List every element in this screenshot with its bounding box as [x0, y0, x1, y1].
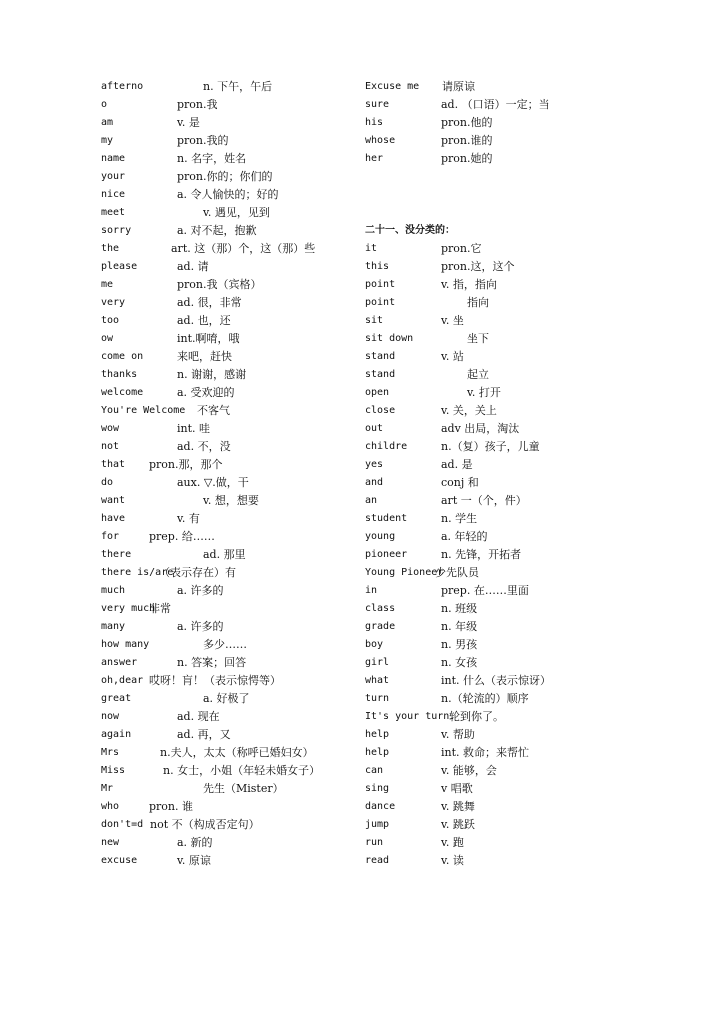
vocab-definition: n. 谢谢，感谢: [177, 368, 247, 381]
vocab-definition: prep. 给……: [149, 530, 215, 543]
vocab-word: Mrs: [101, 747, 120, 758]
vocab-word: help: [365, 729, 390, 740]
vocab-word: am: [101, 117, 114, 128]
vocab-entry: [101, 420, 363, 438]
vocab-column-right: [365, 78, 615, 870]
vocab-word: close: [365, 405, 396, 416]
vocab-entry: [365, 348, 615, 366]
vocab-definition: 来吧，赶快: [177, 350, 232, 363]
vocab-entry: [101, 726, 363, 744]
vocab-word: sorry: [101, 225, 132, 236]
vocab-entry: [101, 780, 363, 798]
vocab-entry: [365, 834, 615, 852]
vocab-word: student: [365, 513, 408, 524]
vocab-entry: [365, 654, 615, 672]
vocab-definition: v. 指，指向: [441, 278, 497, 291]
vocab-definition: a. 许多的: [177, 584, 224, 597]
vocab-definition: 指向: [467, 296, 489, 309]
vocab-definition: 轮到你了。: [449, 710, 504, 723]
vocab-definition: 坐下: [467, 332, 489, 345]
vocab-entry: [101, 546, 363, 564]
vocab-definition: 哎呀！肓！（表示惊愕等）: [149, 674, 281, 687]
vocab-entry: [101, 150, 363, 168]
section-heading: 二十一、没分类的：: [365, 225, 455, 236]
vocab-entry: [101, 132, 363, 150]
vocab-word: excuse: [101, 855, 138, 866]
vocab-definition: v. 跑: [441, 836, 464, 849]
vocab-definition: a. 对不起，抱歉: [177, 224, 257, 237]
vocab-entry: [365, 636, 615, 654]
vocab-definition: v. 帮助: [441, 728, 475, 741]
vocab-entry: [365, 474, 615, 492]
vocab-entry: [101, 330, 363, 348]
vocab-word: jump: [365, 819, 390, 830]
vocab-word: her: [365, 153, 384, 164]
vocab-word: girl: [365, 657, 390, 668]
vocab-entry: [101, 456, 363, 474]
vocab-definition: a. 受欢迎的: [177, 386, 235, 399]
vocab-word: for: [101, 531, 120, 542]
vocab-word: your: [101, 171, 126, 182]
vocab-entry: [365, 744, 615, 762]
vocab-word: name: [101, 153, 126, 164]
vocab-definition: v. 打开: [467, 386, 501, 399]
vocab-entry: [365, 132, 615, 150]
vocab-entry: [101, 312, 363, 330]
vocab-definition: v. 关，关上: [441, 404, 497, 417]
vocab-word: great: [101, 693, 132, 704]
vocab-definition: a. 许多的: [177, 620, 224, 633]
vocab-entry: [101, 654, 363, 672]
vocab-entry: [365, 240, 615, 258]
vocab-word: come on: [101, 351, 144, 362]
vocab-word: don't=d: [101, 819, 144, 830]
vocab-entry: [365, 456, 615, 474]
vocab-entry: [365, 258, 615, 276]
vocab-entry: [365, 186, 615, 204]
vocab-definition: ad. 也，还: [177, 314, 231, 327]
vocab-definition: art. 这（那）个，这（那）些: [171, 242, 316, 255]
vocab-definition: v. 站: [441, 350, 464, 363]
vocab-definition: （表示存在）有: [159, 566, 236, 579]
vocab-word: this: [365, 261, 390, 272]
vocab-entry: [101, 600, 363, 618]
vocab-word: Mr: [101, 783, 114, 794]
vocab-definition: a. 令人愉快的；好的: [177, 188, 279, 201]
vocab-entry: [101, 402, 363, 420]
vocab-word: o: [101, 99, 108, 110]
vocab-definition: v. 想，想要: [203, 494, 259, 507]
vocab-word: sing: [365, 783, 390, 794]
vocab-word: out: [365, 423, 384, 434]
vocab-word: read: [365, 855, 390, 866]
vocab-definition: n. 下午，午后: [203, 80, 273, 93]
vocab-definition: art 一（个，件）: [441, 494, 527, 507]
vocab-entry: [101, 834, 363, 852]
vocab-entry: [101, 618, 363, 636]
vocab-word: yes: [365, 459, 384, 470]
vocab-definition: v. 跳跃: [441, 818, 475, 831]
vocab-word: turn: [365, 693, 390, 704]
vocab-word: there: [101, 549, 132, 560]
vocab-word: meet: [101, 207, 126, 218]
vocab-word: can: [365, 765, 384, 776]
vocab-entry: [365, 672, 615, 690]
vocab-word: my: [101, 135, 114, 146]
vocab-definition: ad. 再，又: [177, 728, 231, 741]
vocab-entry: [365, 582, 615, 600]
vocab-entry: [365, 600, 615, 618]
vocab-definition: n. 班级: [441, 602, 478, 615]
vocab-entry: [101, 798, 363, 816]
vocab-definition: pron. 谁: [149, 800, 193, 813]
vocab-word: and: [365, 477, 384, 488]
vocab-word: there is/are: [101, 567, 174, 578]
vocab-entry: [365, 168, 615, 186]
vocab-entry: [365, 780, 615, 798]
vocab-definition: a. 新的: [177, 836, 213, 849]
vocab-word: Young Pioneer: [365, 567, 444, 578]
vocab-entry: [101, 564, 363, 582]
vocab-word: it: [365, 243, 378, 254]
vocab-definition: n.（轮流的）顺序: [441, 692, 529, 705]
vocab-entry: [101, 294, 363, 312]
vocab-entry: [101, 474, 363, 492]
vocab-entry: [101, 258, 363, 276]
vocab-word: please: [101, 261, 138, 272]
vocab-word: want: [101, 495, 126, 506]
vocab-entry: [365, 150, 615, 168]
vocab-definition: n.（复）孩子，儿童: [441, 440, 540, 453]
vocab-word: that: [101, 459, 126, 470]
vocab-entry: [101, 78, 363, 96]
vocab-word: whose: [365, 135, 396, 146]
vocab-word: point: [365, 279, 396, 290]
vocab-word: again: [101, 729, 132, 740]
vocab-word: in: [365, 585, 378, 596]
vocab-definition: n. 女孩: [441, 656, 478, 669]
vocab-entry: [101, 438, 363, 456]
vocab-column-left: [101, 78, 363, 870]
vocab-word: the: [101, 243, 120, 254]
vocab-definition: v. 遇见，见到: [203, 206, 270, 219]
vocab-definition: v. 是: [177, 116, 200, 129]
vocab-word: young: [365, 531, 396, 542]
vocab-word: afterno: [101, 81, 144, 92]
vocab-definition: pron.你的；你们的: [177, 170, 273, 183]
vocab-definition: ad. 很，非常: [177, 296, 242, 309]
vocab-entry: [365, 78, 615, 96]
vocab-word: many: [101, 621, 126, 632]
vocab-definition: int.啊唷，哦: [177, 332, 240, 345]
vocab-entry: [365, 96, 615, 114]
vocab-entry: [101, 690, 363, 708]
vocab-entry: [365, 510, 615, 528]
vocab-entry: [101, 852, 363, 870]
vocab-entry: [101, 492, 363, 510]
vocab-word: very: [101, 297, 126, 308]
vocab-entry: [101, 240, 363, 258]
vocab-word: stand: [365, 369, 396, 380]
vocab-entry: [101, 744, 363, 762]
vocab-entry: [365, 564, 615, 582]
vocab-definition: v 唱歌: [441, 782, 473, 795]
vocab-definition: 先生（Mister）: [203, 782, 284, 795]
vocab-entry: [365, 492, 615, 510]
vocab-definition: adv 出局，淘汰: [441, 422, 520, 435]
vocab-definition: pron.她的: [441, 152, 493, 165]
vocab-word: sit down: [365, 333, 414, 344]
vocab-word: answer: [101, 657, 138, 668]
vocab-entry: [365, 420, 615, 438]
vocab-definition: v. 坐: [441, 314, 464, 327]
vocab-word: now: [101, 711, 120, 722]
vocab-definition: 不客气: [197, 404, 230, 417]
vocab-word: ow: [101, 333, 114, 344]
vocab-word: new: [101, 837, 120, 848]
vocab-entry: [365, 762, 615, 780]
vocab-word: help: [365, 747, 390, 758]
vocab-entry: [101, 96, 363, 114]
vocab-definition: prep. 在……里面: [441, 584, 529, 597]
vocab-definition: pron.我（宾格）: [177, 278, 262, 291]
vocab-definition: n. 先锋，开拓者: [441, 548, 522, 561]
vocab-word: grade: [365, 621, 396, 632]
vocab-definition: 多少……: [203, 638, 247, 651]
vocab-entry: [101, 384, 363, 402]
vocab-entry: [101, 222, 363, 240]
vocab-entry: [365, 816, 615, 834]
vocab-word: childre: [365, 441, 408, 452]
vocab-entry: [101, 816, 363, 834]
vocab-word: welcome: [101, 387, 144, 398]
vocab-definition: 请原谅: [442, 80, 475, 93]
vocab-definition: pron.我: [177, 98, 218, 111]
vocab-definition: a. 好极了: [203, 692, 250, 705]
vocab-definition: n.夫人，太太（称呼已婚妇女）: [160, 746, 314, 759]
vocab-definition: pron.他的: [441, 116, 493, 129]
vocab-word: stand: [365, 351, 396, 362]
vocab-definition: v. 原谅: [177, 854, 211, 867]
vocab-entry: [101, 366, 363, 384]
vocab-entry: [101, 528, 363, 546]
vocab-word: too: [101, 315, 120, 326]
vocab-word: very much: [101, 603, 156, 614]
vocab-entry: [101, 510, 363, 528]
vocab-entry: [101, 762, 363, 780]
vocab-definition: pron.谁的: [441, 134, 493, 147]
vocab-definition: ad. 不，没: [177, 440, 231, 453]
vocab-word: Miss: [101, 765, 126, 776]
vocab-entry: [365, 312, 615, 330]
vocab-entry: [101, 348, 363, 366]
vocab-entry: [365, 528, 615, 546]
vocab-definition: v. 有: [177, 512, 200, 525]
vocab-entry: [365, 384, 615, 402]
vocab-word: do: [101, 477, 114, 488]
vocab-word: sit: [365, 315, 384, 326]
vocab-definition: int. 什么（表示惊讶）: [441, 674, 552, 687]
vocab-entry: [365, 366, 615, 384]
vocab-word: It's your turn.: [365, 711, 456, 722]
vocab-word: boy: [365, 639, 384, 650]
vocab-word: oh,dear: [101, 675, 144, 686]
vocab-word: open: [365, 387, 390, 398]
vocab-word: who: [101, 801, 120, 812]
vocab-definition: ad. 现在: [177, 710, 220, 723]
vocab-definition: v. 能够，会: [441, 764, 497, 777]
vocab-entry: [101, 276, 363, 294]
vocab-entry: [101, 582, 363, 600]
vocab-definition: pron.那，那个: [149, 458, 223, 471]
vocab-definition: n. 答案；回答: [177, 656, 247, 669]
vocab-entry: [365, 690, 615, 708]
vocab-entry: [365, 114, 615, 132]
vocab-definition: ad. 是: [441, 458, 473, 471]
vocab-definition: n. 学生: [441, 512, 478, 525]
vocab-definition: n. 年级: [441, 620, 478, 633]
vocab-definition: n. 男孩: [441, 638, 478, 651]
vocab-entry: [101, 636, 363, 654]
vocab-definition: v. 跳舞: [441, 800, 475, 813]
vocab-definition: 起立: [467, 368, 489, 381]
vocab-word: his: [365, 117, 384, 128]
vocab-entry: [365, 708, 615, 726]
vocab-word: class: [365, 603, 396, 614]
vocab-word: Excuse me: [365, 81, 420, 92]
vocab-definition: ad. （口语）一定；当: [441, 98, 550, 111]
vocab-word: sure: [365, 99, 390, 110]
vocab-definition: n. 女士，小姐（年轻未婚女子）: [163, 764, 321, 777]
vocab-entry: [365, 798, 615, 816]
vocab-entry: [101, 204, 363, 222]
vocab-word: You're Welcome: [101, 405, 186, 416]
vocab-entry: [365, 330, 615, 348]
vocab-definition: 少先队员: [435, 566, 479, 579]
vocab-word: how many: [101, 639, 150, 650]
vocab-word: wow: [101, 423, 120, 434]
vocab-word: not: [101, 441, 120, 452]
vocab-entry: [101, 708, 363, 726]
vocab-entry: [365, 294, 615, 312]
vocab-entry: [365, 618, 615, 636]
vocab-entry: [101, 168, 363, 186]
vocab-word: dance: [365, 801, 396, 812]
vocab-entry: [365, 276, 615, 294]
vocab-entry: [365, 402, 615, 420]
vocab-word: thanks: [101, 369, 138, 380]
vocab-word: pioneer: [365, 549, 408, 560]
vocab-definition: pron.这，这个: [441, 260, 515, 273]
vocab-definition: not 不（构成否定句）: [150, 818, 260, 831]
vocab-entry: [365, 726, 615, 744]
vocab-definition: v. 读: [441, 854, 464, 867]
vocab-definition: conj 和: [441, 476, 479, 489]
vocab-word: me: [101, 279, 114, 290]
vocab-entry: [365, 204, 615, 222]
vocab-entry: [101, 114, 363, 132]
vocab-definition: a. 年轻的: [441, 530, 488, 543]
vocab-definition: ad. 请: [177, 260, 209, 273]
vocab-definition: int. 救命；来帮忙: [441, 746, 530, 759]
vocab-definition: int. 哇: [177, 422, 211, 435]
vocab-word: have: [101, 513, 126, 524]
vocab-word: much: [101, 585, 126, 596]
vocab-word: an: [365, 495, 378, 506]
vocab-definition: pron.我的: [177, 134, 229, 147]
section-heading-row: [365, 222, 615, 240]
vocab-definition: n. 名字，姓名: [177, 152, 247, 165]
vocab-definition: 非常: [149, 602, 171, 615]
vocab-word: point: [365, 297, 396, 308]
vocab-entry: [101, 186, 363, 204]
vocab-word: run: [365, 837, 384, 848]
vocab-word: what: [365, 675, 390, 686]
vocab-entry: [365, 438, 615, 456]
vocab-definition: pron.它: [441, 242, 482, 255]
vocab-word: nice: [101, 189, 126, 200]
vocab-definition: aux. ▽.做，干: [177, 476, 249, 489]
vocab-entry: [101, 672, 363, 690]
vocab-definition: ad. 那里: [203, 548, 246, 561]
vocab-entry: [365, 546, 615, 564]
vocab-entry: [365, 852, 615, 870]
